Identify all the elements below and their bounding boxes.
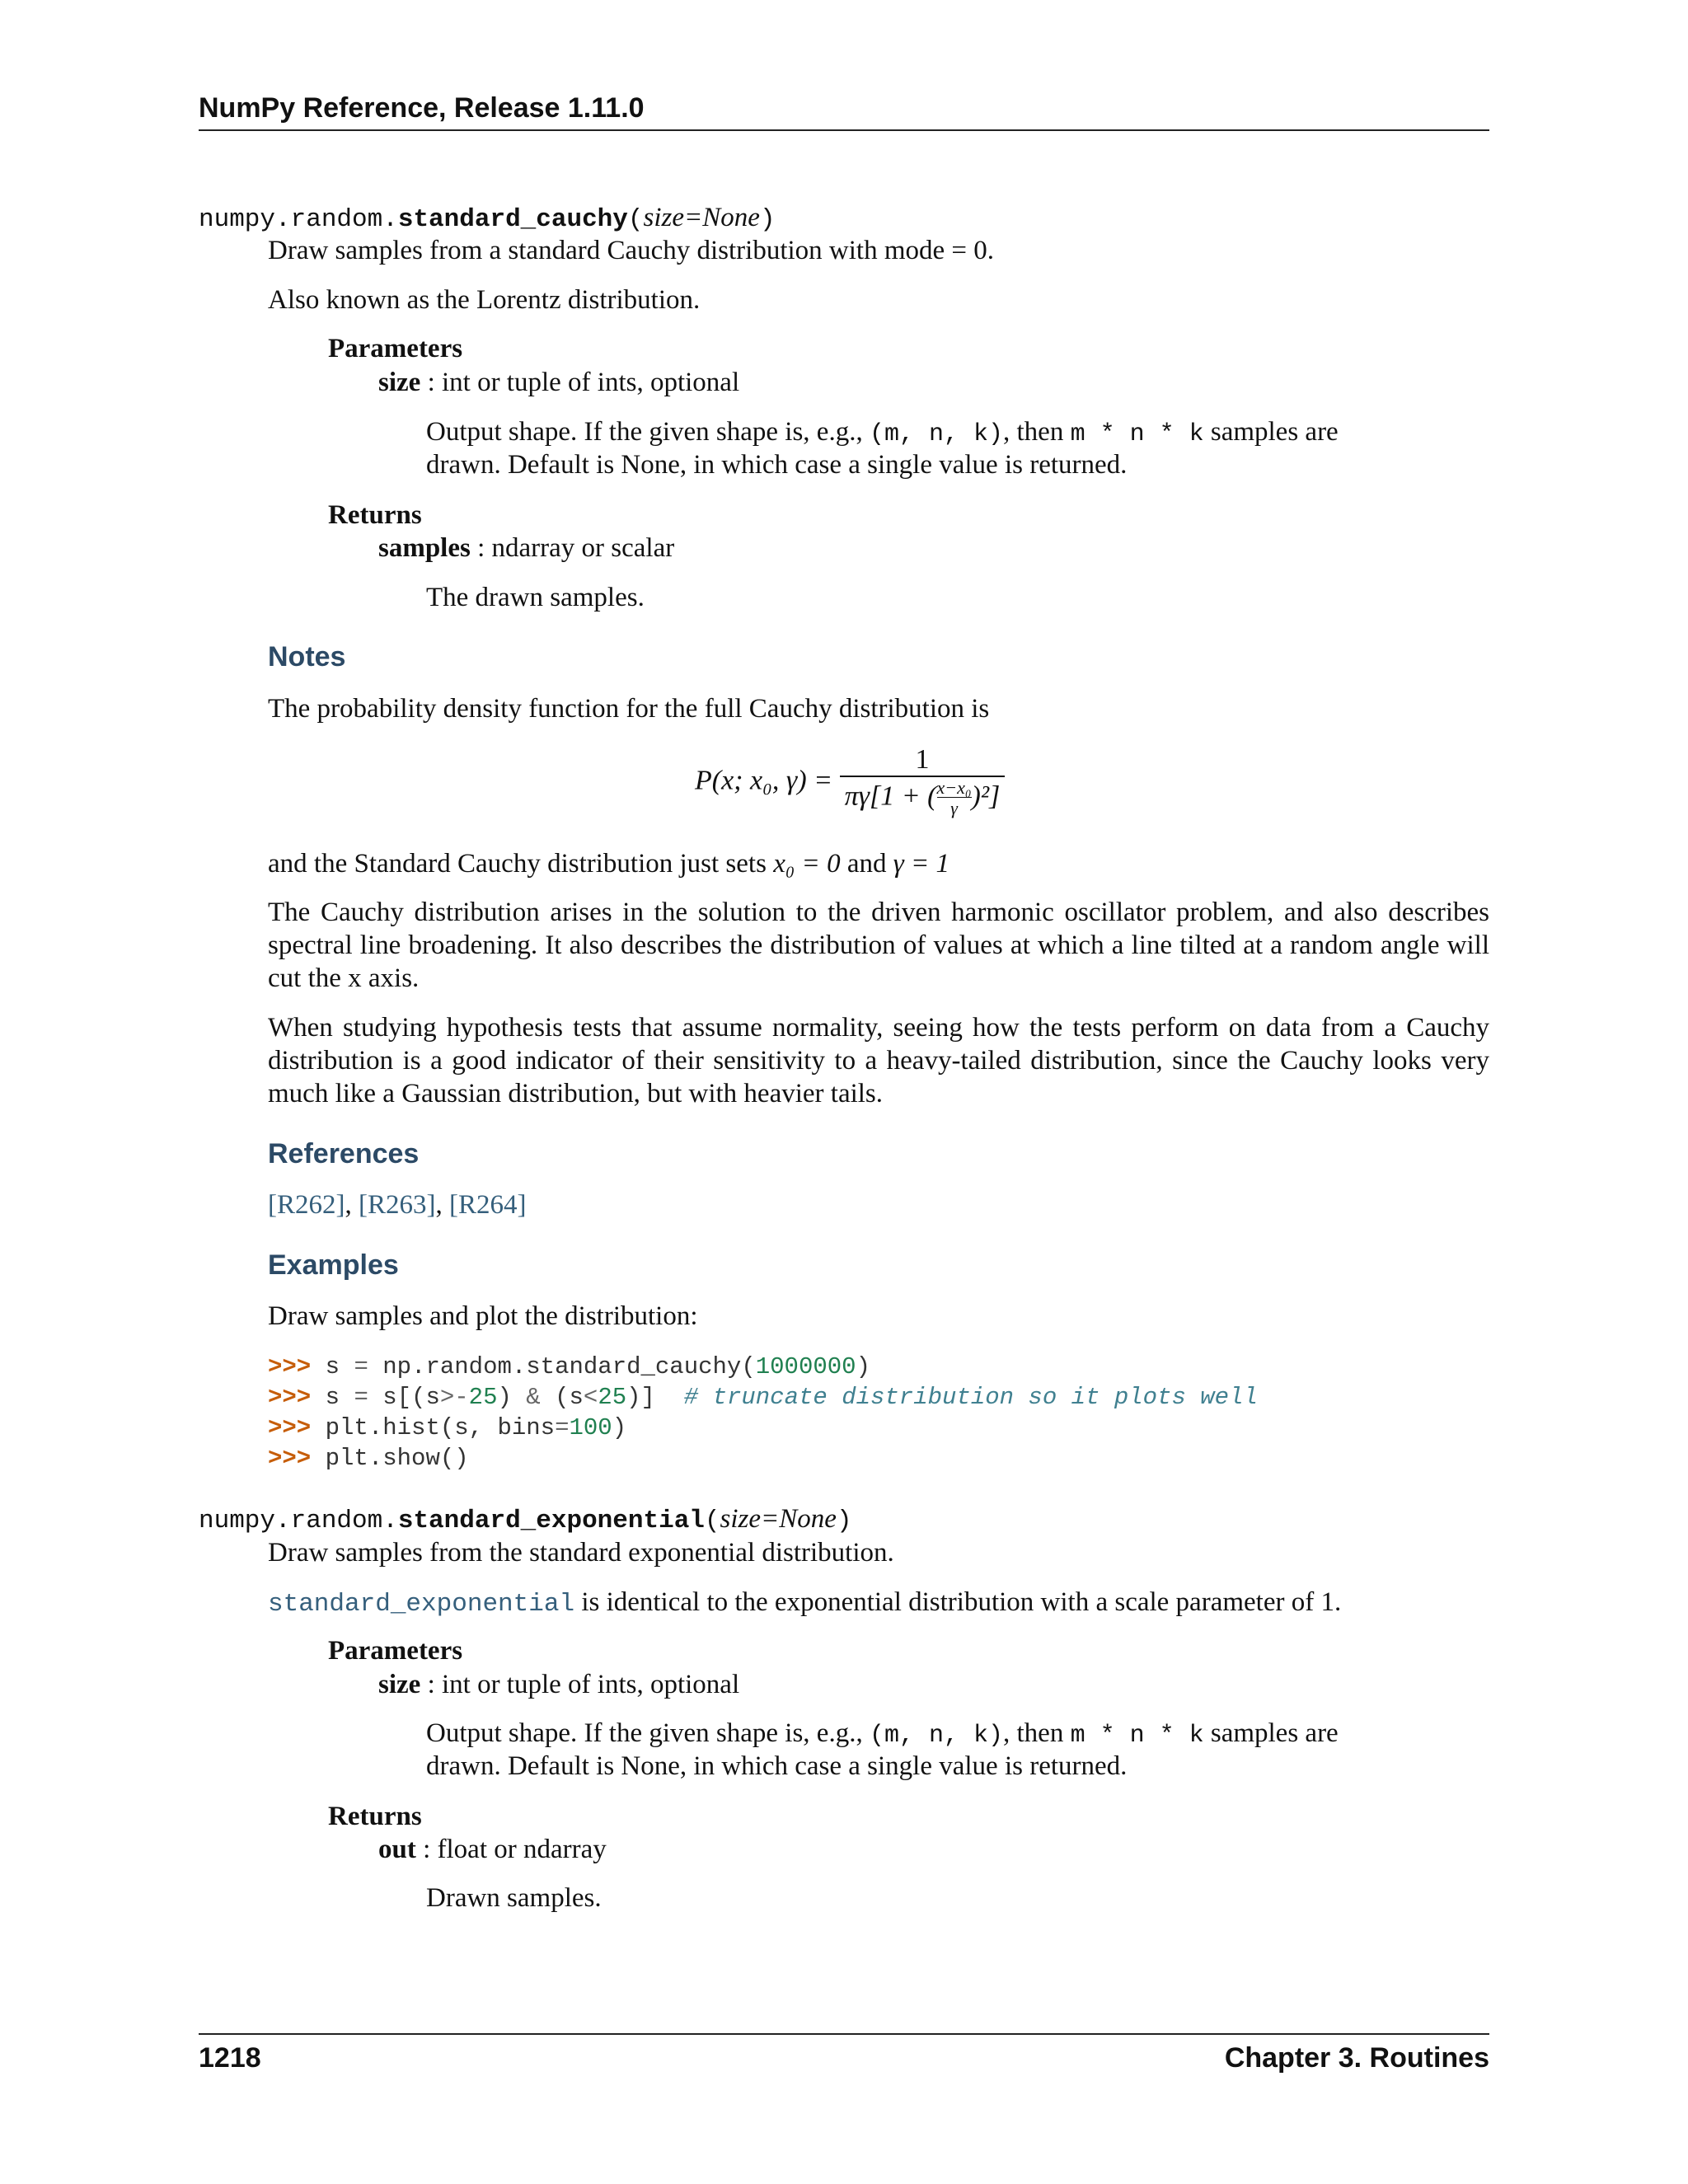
- cauchy-return-desc: The drawn samples.: [426, 583, 645, 612]
- cauchy-return-name: samples: [378, 533, 471, 563]
- exponential-self-link[interactable]: standard_exponential: [268, 1590, 575, 1619]
- cauchy-param-desc-line2: drawn. Default is None, in which case a single value is returned.: [426, 450, 1128, 480]
- formula-fraction: [840, 744, 1006, 818]
- formula-lhs: P(x; x₀, γ) =: [695, 765, 833, 796]
- exponential-param-desc-text-3: samples are: [1203, 1718, 1339, 1748]
- formula-denominator-pre: πγ[1 + (: [844, 780, 937, 812]
- header-rule: [199, 129, 1489, 131]
- exponential-parameters-label: Parameters: [328, 1636, 463, 1666]
- notes-paragraph-2: [268, 847, 950, 880]
- cauchy-param-size: [378, 366, 739, 399]
- cauchy-param-signature: size=None: [643, 203, 760, 232]
- cauchy-return-type: : ndarray or scalar: [470, 533, 675, 563]
- code-line-4: >>> plt.show(): [268, 1445, 469, 1472]
- references-heading: References: [268, 1138, 420, 1169]
- notes-p2-math-gamma: γ = 1: [893, 849, 950, 879]
- cauchy-param-name: size: [378, 368, 421, 397]
- cauchy-pdf-formula: [695, 744, 1005, 818]
- cauchy-param-desc-text-1: Output shape. If the given shape is, e.g.,: [426, 417, 870, 447]
- exponential-return-name: out: [378, 1835, 416, 1864]
- code-prompt: >>>: [268, 1445, 312, 1472]
- cauchy-module: numpy.random.: [199, 205, 398, 234]
- cauchy-open-paren: (: [627, 205, 644, 234]
- cauchy-return-samples: [378, 532, 674, 565]
- exponential-param-code-shape: (m, n, k): [869, 1722, 1003, 1750]
- cauchy-param-code-shape: (m, n, k): [869, 420, 1003, 448]
- cauchy-function-name[interactable]: standard_cauchy: [397, 205, 628, 234]
- cauchy-param-code-product: m * n * k: [1070, 420, 1204, 448]
- formula-inner-fraction: [937, 779, 972, 818]
- code-line-1: >>> s = np.random.standard_cauchy(1000000): [268, 1353, 870, 1380]
- cauchy-returns-label: Returns: [328, 500, 422, 530]
- cauchy-param-type: : int or tuple of ints, optional: [420, 368, 740, 397]
- notes-p2-text-b: and: [840, 849, 893, 879]
- notes-paragraph-3: The Cauchy distribution arises in the solution to the driven harmonic oscillator problem, and also describes spectral line broadening. It also describes the distribution of values at which a line tilted at a random angle will cut the x axis.: [268, 898, 1489, 993]
- cauchy-summary: Draw samples from a standard Cauchy distribution with mode = 0.: [268, 236, 995, 265]
- notes-heading: Notes: [268, 641, 346, 673]
- exponential-returns-label: Returns: [328, 1802, 422, 1831]
- formula-numerator: 1: [915, 744, 930, 775]
- cauchy-close-paren: ): [759, 205, 776, 234]
- code-prompt: >>>: [268, 1384, 312, 1411]
- exponential-close-paren: ): [836, 1507, 852, 1535]
- code-prompt: >>>: [268, 1414, 312, 1441]
- cauchy-aka: Also known as the Lorentz distribution.: [268, 285, 701, 315]
- exponential-function-name[interactable]: standard_exponential: [397, 1507, 705, 1535]
- cauchy-param-desc-text-2: , then: [1003, 417, 1071, 447]
- exponential-param-desc-text-1: Output shape. If the given shape is, e.g.,: [426, 1718, 870, 1748]
- examples-heading: Examples: [268, 1249, 399, 1281]
- cauchy-param-desc-text-3: samples are: [1203, 417, 1339, 447]
- reference-link-r263[interactable]: [R263]: [359, 1190, 436, 1220]
- exponential-param-type: : int or tuple of ints, optional: [420, 1670, 740, 1699]
- exponential-param-code-product: m * n * k: [1070, 1722, 1204, 1750]
- notes-paragraph-1: The probability density function for the full Cauchy distribution is: [268, 694, 990, 724]
- code-prompt: >>>: [268, 1353, 312, 1380]
- exponential-param-desc: [426, 1717, 1339, 1752]
- exponential-signature: [199, 1504, 852, 1535]
- cauchy-parameters-label: Parameters: [328, 334, 463, 363]
- notes-p2-text-a: and the Standard Cauchy distribution just sets: [268, 849, 774, 879]
- exponential-return-out: [378, 1833, 607, 1866]
- formula-denominator-post: )²]: [971, 780, 1001, 812]
- exponential-open-paren: (: [704, 1507, 720, 1535]
- notes-paragraph-4: When studying hypothesis tests that assume normality, seeing how the tests perform on data from a Cauchy distribution is a good indicator of their sensitivity to a heavy-tailed distribution, since the Cauchy looks very much like a Gaussian distribution, but with heavier tails.: [268, 1013, 1489, 1108]
- code-line-2: >>> s = s[(s>-25) & (s<25)] # truncate distribution so it plots well: [268, 1384, 1258, 1411]
- formula-inner-numerator: x−x₀: [936, 777, 972, 798]
- exponential-param-desc-text-2: , then: [1003, 1718, 1071, 1748]
- code-comment: # truncate distribution so it plots well: [683, 1384, 1258, 1411]
- footer-rule: [199, 2033, 1489, 2035]
- reference-link-r262[interactable]: [R262]: [268, 1190, 345, 1220]
- exponential-param-size: [378, 1668, 739, 1701]
- exponential-description: [268, 1586, 1341, 1621]
- exponential-description-text: is identical to the exponential distribution with a scale parameter of 1.: [574, 1587, 1342, 1617]
- footer-chapter: Chapter 3. Routines: [1224, 2042, 1489, 2074]
- example-code-block: [268, 1352, 1258, 1474]
- code-line-3: >>> plt.hist(s, bins=100): [268, 1414, 627, 1441]
- cauchy-param-desc: [426, 415, 1339, 451]
- references-list: [R262], [R263], [R264]: [268, 1190, 527, 1220]
- notes-p2-math-x0: x₀ = 0: [773, 849, 841, 879]
- exponential-return-desc: Drawn samples.: [426, 1883, 602, 1913]
- formula-inner-denominator: γ: [937, 797, 972, 818]
- exponential-summary: Draw samples from the standard exponential distribution.: [268, 1538, 894, 1568]
- running-header: NumPy Reference, Release 1.11.0: [199, 92, 645, 124]
- footer-page-number: 1218: [199, 2042, 261, 2074]
- examples-intro: Draw samples and plot the distribution:: [268, 1301, 698, 1331]
- reference-link-r264[interactable]: [R264]: [449, 1190, 527, 1220]
- formula-denominator: [840, 776, 1006, 818]
- exponential-param-name: size: [378, 1670, 421, 1699]
- exponential-module: numpy.random.: [199, 1507, 398, 1535]
- exponential-return-type: : float or ndarray: [415, 1835, 607, 1864]
- exponential-param-signature: size=None: [720, 1504, 837, 1534]
- exponential-param-desc-line2: drawn. Default is None, in which case a single value is returned.: [426, 1751, 1128, 1781]
- cauchy-signature: [199, 203, 776, 234]
